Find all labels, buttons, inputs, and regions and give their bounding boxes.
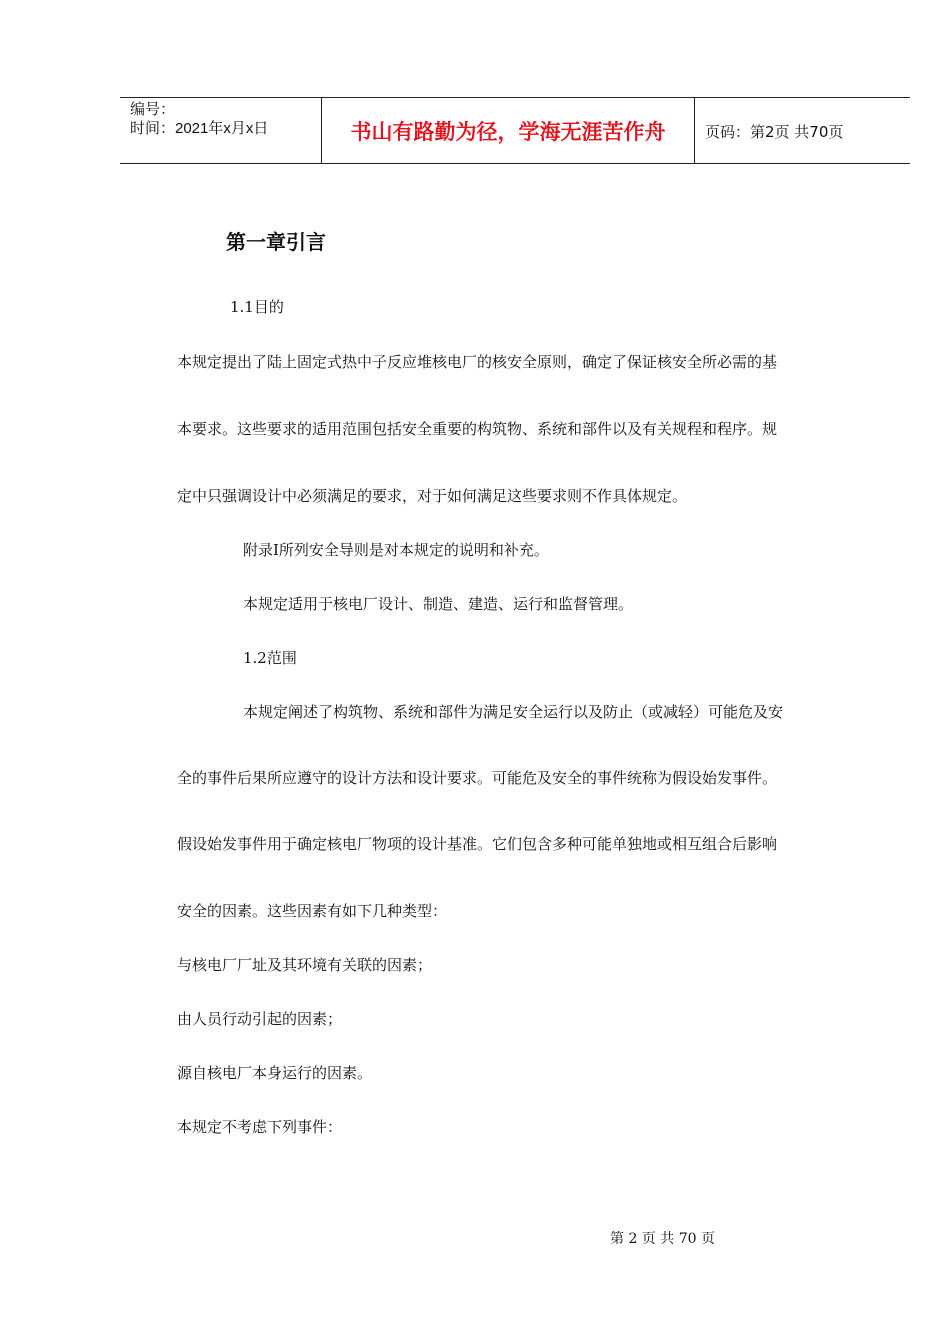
header-motto: 书山有路勤为径，学海无涯苦作舟 — [350, 120, 666, 144]
section-heading: 1.1目的 — [230, 298, 284, 316]
body-line: 本要求。这些要求的适用范围包括安全重要的构筑物、系统和部件以及有关规程和程序。规 — [177, 420, 778, 438]
section-heading: 1.2范围 — [243, 649, 297, 667]
chapter-title: 第一章引言 — [226, 230, 326, 254]
body-line: 安全的因素。这些因素有如下几种类型： — [177, 902, 448, 920]
body-line: 假设始发事件用于确定核电厂物项的设计基准。它们包含多种可能单独地或相互组合后影响 — [177, 835, 778, 853]
body-line: 定中只强调设计中必须满足的要求，对于如何满足这些要求则不作具体规定。 — [177, 487, 688, 505]
body-line: 本规定提出了陆上固定式热中子反应堆核电厂的核安全原则，确定了保证核安全所必需的基 — [177, 353, 778, 371]
header-divider — [694, 98, 695, 163]
serial-number-label: 编号： — [130, 101, 176, 118]
body-line: 附录I所列安全导则是对本规定的说明和补充。 — [243, 541, 549, 559]
list-item: 源自核电厂本身运行的因素。 — [177, 1064, 373, 1082]
date-label: 时间：2021年x月x日 — [130, 120, 269, 137]
body-line: 本规定不考虑下列事件： — [177, 1118, 343, 1136]
body-line: 本规定阐述了构筑物、系统和部件为满足安全运行以及防止（或减轻）可能危及安 — [243, 703, 784, 721]
header-page-code: 页码：第2页 共70页 — [705, 122, 844, 141]
list-item: 与核电厂厂址及其环境有关联的因素； — [177, 956, 433, 974]
page-footer: 第 2 页 共 70 页 — [610, 1231, 715, 1247]
document-header — [120, 97, 910, 164]
list-item: 由人员行动引起的因素； — [177, 1010, 343, 1028]
body-line: 本规定适用于核电厂设计、制造、建造、运行和监督管理。 — [243, 595, 634, 613]
body-line: 全的事件后果所应遵守的设计方法和设计要求。可能危及安全的事件统称为假设始发事件。 — [177, 769, 778, 787]
